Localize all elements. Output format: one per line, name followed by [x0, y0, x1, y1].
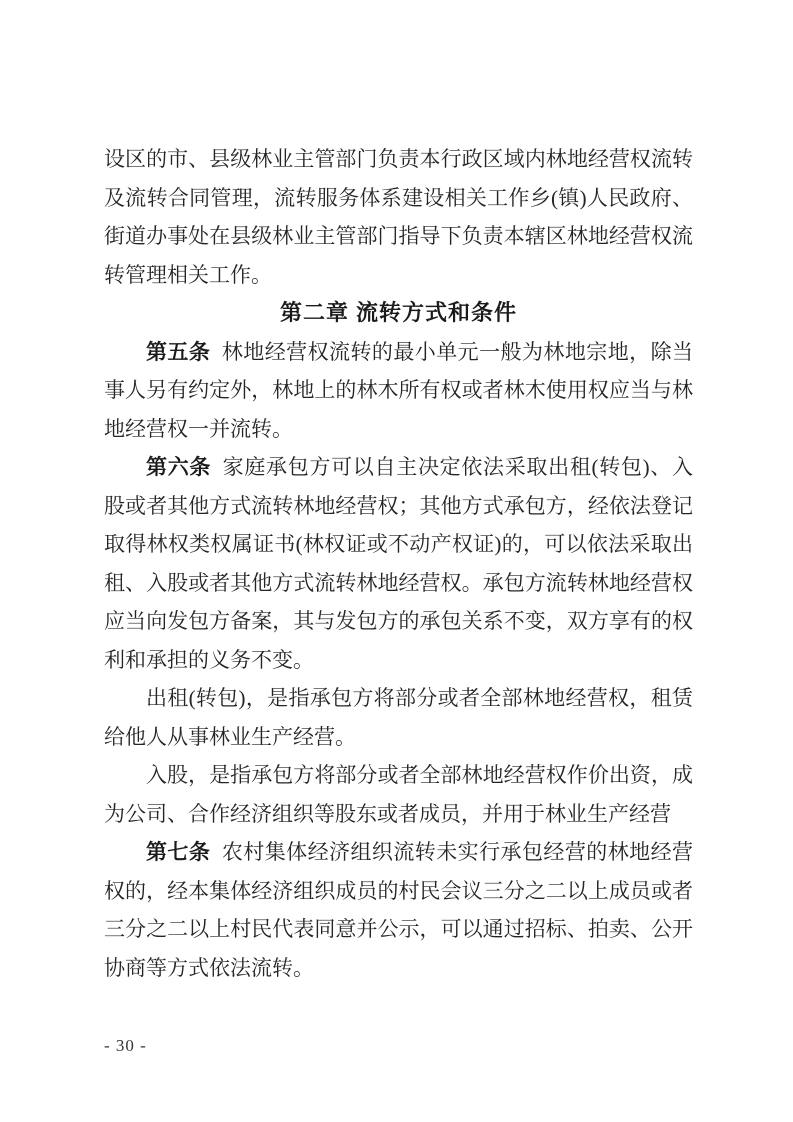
chapter-heading: 第二章 流转方式和条件 [279, 300, 518, 325]
paragraph-continuation: 设区的市、县级林业主管部门负责本行政区域内林地经营权流转及流转合同管理，流转服务体系建设相关工作乡(镇)人民政府、街道办事处在县级林业主管部门指导下负责本辖区林地经营权流转管理相关工作。 [104, 147, 693, 287]
article-6-label: 第六条 [146, 455, 212, 479]
article-5-label: 第五条 [146, 339, 211, 364]
article-5-paragraph [104, 333, 693, 449]
document-body [104, 140, 693, 987]
article-6-paragraph [104, 448, 693, 679]
definition-shareholding-paragraph: 入股，是指承包方将部分或者全部林地经营权作价出资，成为公司、合作经济组织等股东或者成员，并用于林业生产经营 [104, 763, 693, 826]
article-7-text: 农村集体经济组织流转未实行承包经营的林地经营权的，经本集体经济组织成员的村民会议三分之二以上成员或者三分之二以上村民代表同意并公示，可以通过招标、拍卖、公开协商等方式依法流转。 [104, 840, 694, 980]
definition-lease-paragraph: 出租(转包)，是指承包方将部分或者全部林地经营权，租赁给他人从事林业生产经营。 [104, 686, 693, 749]
page-number: - 30 - [104, 1036, 147, 1055]
article-5-text: 林地经营权流转的最小单元一般为林地宗地，除当事人另有约定外，林地上的林木所有权或者林木使用权应当与林地经营权一并流转。 [104, 339, 694, 441]
article-7-label: 第七条 [146, 840, 211, 864]
article-6-text: 家庭承包方可以自主决定依法采取出租(转包)、入股或者其他方式流转林地经营权；其他方式承包方，经依法登记取得林权类权属证书(林权证或不动产权证)的，可以依法采取出租、入股或者其他方式流转林地经营权。承包方流转林地经营权应当向发包方备案，其与发包方的承包关系不变，双方享有的权利和承担的义务不变。 [104, 455, 693, 672]
article-7-paragraph [104, 833, 693, 987]
